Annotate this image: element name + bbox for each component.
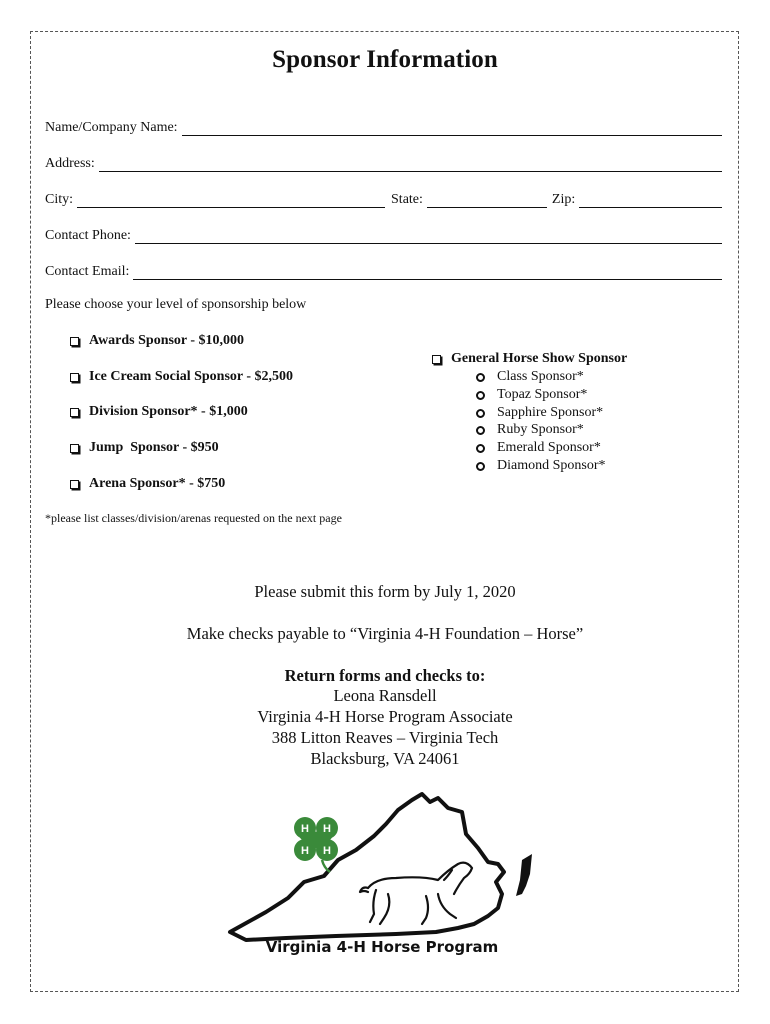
footnote: *please list classes/division/arenas requested on the next page — [45, 511, 342, 525]
zip-field[interactable] — [579, 193, 722, 208]
awards-sponsor-option[interactable] — [70, 333, 244, 349]
sponsorship-intro: Please choose your level of sponsorship below — [45, 297, 307, 312]
svg-text:H: H — [301, 845, 309, 857]
option-label: Arena Sponsor* - $750 — [89, 476, 226, 491]
sapphire-sponsor-option[interactable] — [476, 405, 603, 421]
checkbox-icon[interactable] — [70, 480, 79, 489]
checkbox-icon[interactable] — [70, 408, 79, 417]
return-city: Blacksburg, VA 24061 — [310, 749, 460, 768]
page-title: Sponsor Information — [272, 46, 498, 73]
state-field[interactable] — [427, 193, 547, 208]
clover-icon — [294, 817, 338, 872]
topaz-sponsor-option[interactable] — [476, 387, 587, 403]
checkbox-icon[interactable] — [70, 444, 79, 453]
checkbox-icon[interactable] — [432, 355, 441, 364]
radio-icon[interactable] — [476, 391, 485, 400]
radio-icon[interactable] — [476, 462, 485, 471]
email-row — [45, 260, 722, 280]
sub-option-label: Diamond Sponsor* — [497, 458, 606, 473]
address-label: Address: — [45, 156, 95, 171]
radio-icon[interactable] — [476, 444, 485, 453]
emerald-sponsor-option[interactable] — [476, 440, 601, 456]
return-name: Leona Ransdell — [333, 686, 437, 705]
sub-option-label: Emerald Sponsor* — [497, 440, 601, 455]
address-field[interactable] — [99, 157, 722, 172]
radio-icon[interactable] — [476, 409, 485, 418]
sub-option-label: Sapphire Sponsor* — [497, 405, 604, 420]
name-label: Name/Company Name: — [45, 120, 178, 135]
sub-option-label: Ruby Sponsor* — [497, 422, 584, 437]
jump-sponsor-option[interactable] — [70, 440, 219, 456]
city-field[interactable] — [77, 193, 385, 208]
name-field[interactable] — [182, 121, 722, 136]
radio-icon[interactable] — [476, 426, 485, 435]
address-row — [45, 152, 722, 172]
return-heading: Return forms and checks to: — [284, 666, 486, 685]
return-address: 388 Litton Reaves – Virginia Tech — [271, 728, 499, 747]
radio-icon[interactable] — [476, 373, 485, 382]
class-sponsor-option[interactable] — [476, 369, 584, 385]
option-label: Division Sponsor* - $1,000 — [89, 404, 248, 419]
division-sponsor-option[interactable] — [70, 404, 248, 420]
svg-text:H: H — [323, 823, 331, 835]
sub-option-label: Class Sponsor* — [497, 369, 584, 384]
diamond-sponsor-option[interactable] — [476, 458, 606, 474]
option-label: Ice Cream Social Sponsor - $2,500 — [89, 369, 294, 384]
checkbox-icon[interactable] — [70, 337, 79, 346]
phone-label: Contact Phone: — [45, 228, 131, 243]
option-label: Awards Sponsor - $10,000 — [89, 333, 245, 348]
ruby-sponsor-option[interactable] — [476, 422, 584, 438]
sub-option-label: Topaz Sponsor* — [497, 387, 588, 402]
deadline-text: Please submit this form by July 1, 2020 — [254, 582, 516, 601]
option-label: General Horse Show Sponsor — [451, 351, 628, 366]
return-title: Virginia 4-H Horse Program Associate — [257, 707, 513, 726]
state-label: State: — [391, 192, 423, 207]
virginia-4h-horse-logo — [226, 790, 538, 960]
checks-payable-text: Make checks payable to “Virginia 4-H Foundation – Horse” — [186, 624, 584, 643]
zip-label: Zip: — [551, 192, 576, 207]
svg-text:H: H — [323, 845, 331, 857]
eastern-shore-shape — [516, 854, 532, 896]
arena-sponsor-option[interactable] — [70, 476, 225, 492]
logo-graphic — [226, 790, 538, 960]
state-outline — [230, 794, 504, 940]
phone-field[interactable] — [135, 229, 722, 244]
email-label: Contact Email: — [45, 264, 130, 279]
svg-text:H: H — [301, 823, 309, 835]
logo-caption: Virginia 4-H Horse Program — [265, 938, 499, 956]
name-row — [45, 116, 722, 136]
ice-cream-sponsor-option[interactable] — [70, 369, 293, 385]
email-field[interactable] — [133, 265, 722, 280]
city-label: City: — [45, 192, 74, 207]
checkbox-icon[interactable] — [70, 373, 79, 382]
general-sponsor-option[interactable] — [432, 351, 627, 367]
option-label: Jump Sponsor - $950 — [89, 440, 219, 455]
phone-row — [45, 224, 722, 244]
city-state-zip-row — [45, 188, 722, 208]
